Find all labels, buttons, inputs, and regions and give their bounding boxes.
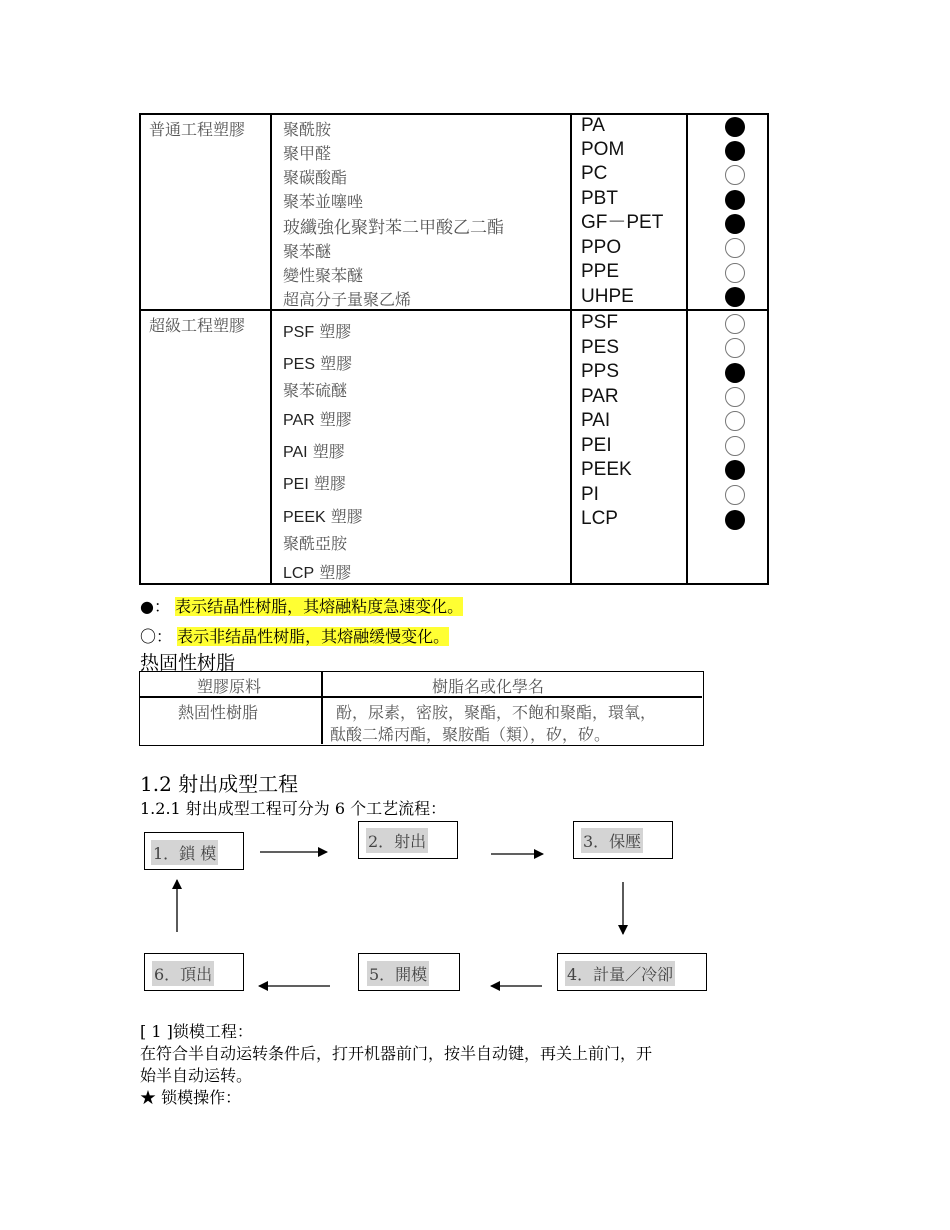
table-cell-abbr: PPS [581,361,620,382]
step1-heading: [ 1 ]锁模工程： [140,1022,253,1041]
table-cell-name: PAR 塑膠 [283,410,352,429]
table-cell-abbr: PPO [581,237,622,258]
section-title: 1.2 射出成型工程 [140,772,299,796]
table-cell-abbr: PA [581,115,605,136]
filled-circle-icon: ●： [140,597,170,616]
table-cell: 熱固性樹脂 [178,703,259,722]
table-cell-name: PSF 塑膠 [283,322,352,341]
table-cell-name: 超高分子量聚乙烯 [283,290,412,309]
table-cell-name: PEI 塑膠 [283,474,346,493]
table-cell-abbr: PPE [581,261,620,282]
table-cell-name: PAI 塑膠 [283,442,345,461]
flow-step-hold: 3．保壓 [573,821,673,859]
table-cell-name: 聚苯硫醚 [283,381,348,400]
category-engineering-plastics: 普通工程塑膠 [149,120,246,139]
table-cell-name: 聚甲醛 [283,144,332,163]
paragraph-line: 始半自动运转。 [140,1066,253,1085]
table-cell-name: LCP 塑膠 [283,563,352,582]
flow-step-meter-cool: 4．計量／冷卻 [557,953,707,991]
empty-circle-icon: 〇： [140,627,173,646]
table-cell: 酚，尿素，密胺，聚酯，不飽和聚酯，環氧， [336,703,657,722]
paragraph-line: 在符合半自动运转条件后，打开机器前门，按半自动键，再关上前门，开 [140,1044,653,1063]
table-cell-abbr: GF－PET [581,212,664,233]
table-cell-name: 聚碳酸酯 [283,168,348,187]
category-super-engineering-plastics: 超級工程塑膠 [149,316,246,335]
table-cell: 酞酸二烯丙酯，聚胺酯（類），矽，矽。 [330,725,611,744]
table-cell-name: 變性聚苯醚 [283,266,364,285]
table-cell-abbr: PAR [581,386,619,407]
table-cell-name: PEEK 塑膠 [283,507,363,526]
flow-step-eject: 6．頂出 [144,953,244,991]
table-cell-name: 玻纖強化聚對苯二甲酸乙二酯 [283,218,504,238]
table-cell-abbr: PSF [581,312,618,333]
table-cell-name: 聚酰亞胺 [283,534,348,553]
table-cell-abbr: PI [581,484,599,505]
flow-step-clamp: 1．鎖 模 [144,832,244,870]
table-cell-abbr: LCP [581,508,618,529]
thermoset-heading: 热固性树脂 [140,652,236,674]
table-cell-name: 聚苯並噻唑 [283,192,364,211]
table-cell-abbr: POM [581,139,625,160]
table-cell-abbr: PAI [581,410,611,431]
table-cell-name: PES 塑膠 [283,354,353,373]
table-cell-abbr: PES [581,337,620,358]
table-cell-abbr: UHPE [581,286,634,307]
table-cell-abbr: PEI [581,435,612,456]
legend-text: 表示结晶性树脂，其熔融粘度急速变化。 [175,597,464,616]
table-header: 樹脂名或化學名 [432,677,545,696]
table-cell-name: 聚酰胺 [283,120,332,139]
table-header: 塑膠原料 [197,677,262,696]
section-subtitle: 1.2.1 射出成型工程可分为 6 个工艺流程： [140,799,447,818]
table-cell-name: 聚苯醚 [283,242,332,261]
flow-step-open: 5．開模 [358,953,460,991]
table-cell-abbr: PBT [581,188,618,209]
table-cell-abbr: PEEK [581,459,632,480]
legend-text: 表示非结晶性树脂，其熔融缓慢变化。 [177,627,450,646]
flow-step-inject: 2．射出 [358,821,458,859]
table-cell-abbr: PC [581,163,608,184]
star-item: ★ 锁模操作： [140,1088,242,1107]
